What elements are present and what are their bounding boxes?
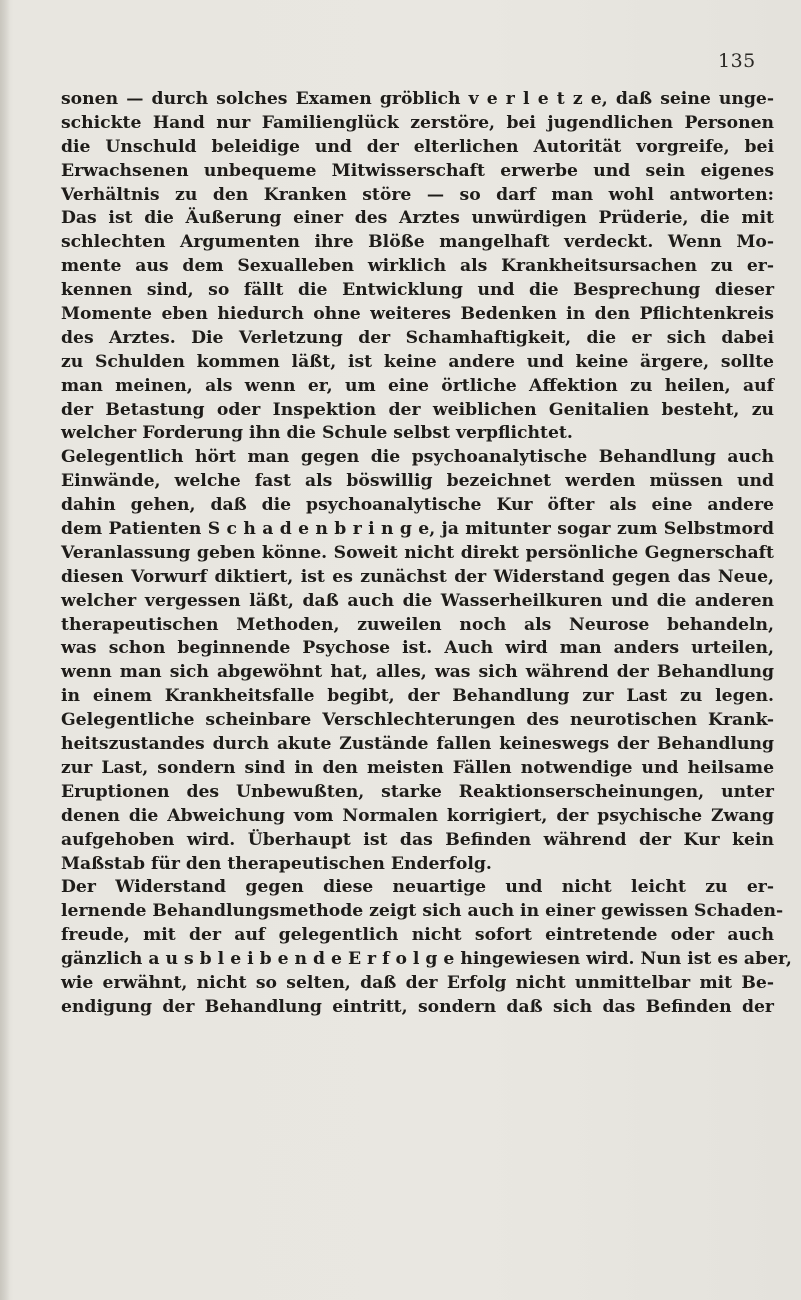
text-line: Maßstab für den therapeutischen Enderfolg. xyxy=(61,853,492,874)
text-line: des Arztes. Die Verletzung der Schamhaftigkeit, die er sich dabei xyxy=(61,327,774,348)
text-line: diesen Vorwurf diktiert, ist es zunächst der Widerstand gegen das Neue, xyxy=(61,566,774,587)
text-line: in einem Krankheitsfalle begibt, der Behandlung zur Last zu legen. xyxy=(61,686,774,707)
text-line: zur Last, sondern sind in den meisten Fällen notwendige und heilsame xyxy=(61,757,774,778)
text-line: Gelegentlich hört man gegen die psychoanalytische Behandlung auch xyxy=(61,447,774,468)
text-line: therapeutischen Methoden, zuweilen noch als Neurose behandeln, xyxy=(61,614,774,635)
text-line: kennen sind, so fällt die Entwicklung und die Besprechung dieser xyxy=(61,280,774,301)
text-line: man meinen, als wenn er, um eine örtliche Affektion zu heilen, auf xyxy=(61,375,774,396)
text-line: endigung der Behandlung eintritt, sondern daß sich das Befinden der xyxy=(61,996,774,1017)
body-text xyxy=(61,88,792,1020)
text-line: mente aus dem Sexualleben wirklich als Krankheitsursachen zu er- xyxy=(61,256,774,277)
text-line: wie erwähnt, nicht so selten, daß der Erfolg nicht unmittelbar mit Be- xyxy=(61,972,774,993)
text-line: Einwände, welche fast als böswillig bezeichnet werden müssen und xyxy=(61,471,774,492)
text-line: wenn man sich abgewöhnt hat, alles, was sich während der Behandlung xyxy=(61,662,774,683)
text-line: freude, mit der auf gelegentlich nicht sofort eintretende oder auch xyxy=(61,925,774,946)
text-line: Eruptionen des Unbewußten, starke Reaktionserscheinungen, unter xyxy=(61,781,774,802)
text-line: denen die Abweichung vom Normalen korrigiert, der psychische Zwang xyxy=(61,805,774,826)
text-line: welcher Forderung ihn die Schule selbst verpflichtet. xyxy=(61,423,573,444)
text-line: zu Schulden kommen läßt, ist keine andere und keine ärgere, sollte xyxy=(61,351,774,372)
text-line: schickte Hand nur Familienglück zerstöre, bei jugendlichen Personen xyxy=(61,112,774,133)
page-number: 135 xyxy=(718,50,756,72)
text-line: welcher vergessen läßt, daß auch die Wasserheilkuren und die anderen xyxy=(61,590,774,611)
page-edge-shadow xyxy=(0,0,10,1300)
text-line: Veranlassung geben könne. Soweit nicht direkt persönliche Gegnerschaft xyxy=(61,542,774,563)
text-line: schlechten Argumenten ihre Blöße mangelhaft verdeckt. Wenn Mo- xyxy=(61,232,774,253)
text-line: Erwachsenen unbequeme Mitwisserschaft erwerbe und sein eigenes xyxy=(61,160,774,181)
text-line: der Betastung oder Inspektion der weiblichen Genitalien besteht, zu xyxy=(61,399,774,420)
text-line: lernende Behandlungsmethode zeigt sich auch in einer gewissen Schaden- xyxy=(61,901,784,922)
text-line: Gelegentliche scheinbare Verschlechterungen des neurotischen Krank- xyxy=(61,710,774,731)
text-line: was schon beginnende Psychose ist. Auch wird man anders urteilen, xyxy=(61,638,774,659)
text-line: Momente eben hiedurch ohne weiteres Bedenken in den Pflichtenkreis xyxy=(61,304,774,325)
text-line: Verhältnis zu den Kranken störe — so darf man wohl antworten: xyxy=(61,184,774,205)
text-line: Das ist die Äußerung einer des Arztes unwürdigen Prüderie, die mit xyxy=(61,208,774,229)
text-line: aufgehoben wird. Überhaupt ist das Befinden während der Kur kein xyxy=(61,829,774,850)
text-line: gänzlich a u s b l e i b e n d e E r f o l g e hingewiesen wird. Nun ist es aber, xyxy=(61,949,792,970)
text-line: heitszustandes durch akute Zustände fallen keineswegs der Behandlung xyxy=(61,734,774,755)
text-line: dem Patienten S c h a d e n b r i n g e, ja mitunter sogar zum Selbstmord xyxy=(61,519,774,540)
text-line: Der Widerstand gegen diese neuartige und nicht leicht zu er- xyxy=(61,877,774,898)
text-line: sonen — durch solches Examen gröblich v e r l e t z e, daß seine unge- xyxy=(61,89,774,109)
text-line: die Unschuld beleidige und der elterlichen Autorität vorgreife, bei xyxy=(61,136,774,157)
text-line: dahin gehen, daß die psychoanalytische Kur öfter als eine andere xyxy=(61,495,774,516)
